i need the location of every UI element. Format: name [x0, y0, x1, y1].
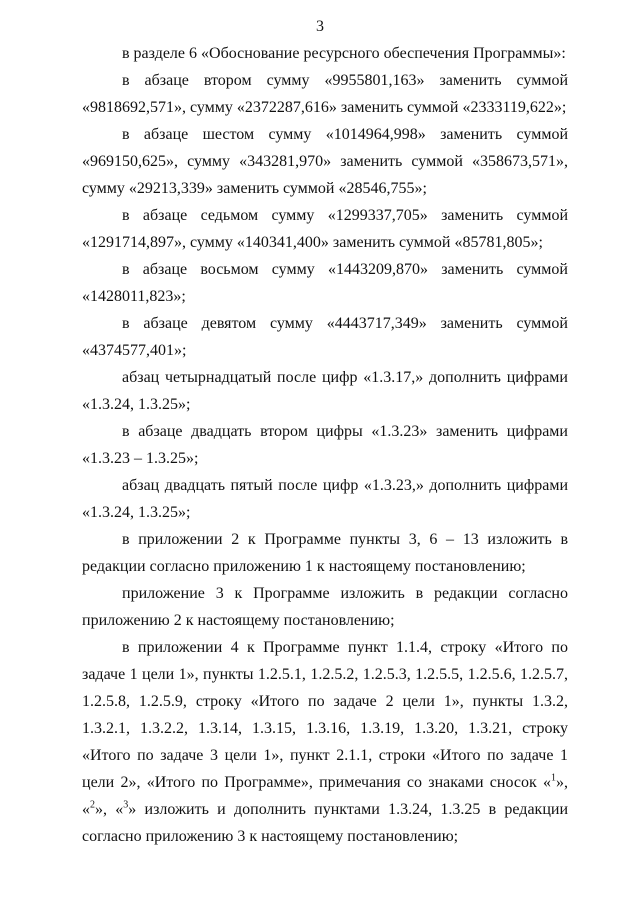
document-body	[82, 40, 568, 850]
paragraph-twenty-fifth: абзац двадцать пятый после цифр «1.3.23,» дополнить цифрами «1.3.24, 1.3.25»;	[82, 477, 568, 521]
footnote-mark-3: 3	[123, 799, 129, 811]
paragraph-fourteenth: абзац четырнадцатый после цифр «1.3.17,» дополнить цифрами «1.3.24, 1.3.25»;	[82, 369, 568, 413]
appendix-4-text-part-1: в приложении 4 к Программе пункт 1.1.4, строку «Итого по задаче 1 цели 1», пункты 1.2.5.1, 1.2.5.2, 1.2.5.3, 1.2.5.5, 1.2.5.6, 1.2.5.7, 1.2.5.8, 1.2.5.9, строку «Итого по задаче 2 цели 1», пункты 1.3.2, 1.3.2.1, 1.3.2.2, 1.3.14, 1.3.15, 1.3.16, 1.3.19, 1.3.20, 1.3.21, строку «Итого по задаче 3 цели 1», пункт 2.1.1, строки «Итого по задаче 1 цели 2», «Итого по Программе», примечания со знаками сносок «	[82, 639, 568, 791]
footnote-mark-2: 2	[90, 799, 95, 811]
paragraph-seventh-sum: в абзаце седьмом сумму «1299337,705» заменить суммой «1291714,897», сумму «140341,400» заменить суммой «85781,805»;	[82, 207, 568, 251]
paragraph-appendix-4	[82, 634, 568, 850]
appendix-4-text-part-4: » изложить и дополнить пунктами 1.3.24, 1.3.25 в редакции согласно приложению 3 к настоящему постановлению;	[82, 801, 569, 845]
paragraph-twenty-second: в абзаце двадцать втором цифры «1.3.23» заменить цифрами «1.3.23 – 1.3.25»;	[82, 423, 568, 467]
paragraph-second-sum: в абзаце втором сумму «9955801,163» заменить суммой «9818692,571», сумму «2372287,616» заменить суммой «2333119,622»;	[82, 72, 568, 116]
paragraph-appendix-2: в приложении 2 к Программе пункты 3, 6 – 13 изложить в редакции согласно приложению 1 к настоящему постановлению;	[82, 531, 568, 575]
paragraph-section-6-intro: в разделе 6 «Обоснование ресурсного обеспечения Программы»:	[122, 45, 566, 62]
paragraph-ninth-sum: в абзаце девятом сумму «4443717,349» заменить суммой «4374577,401»;	[82, 315, 568, 359]
appendix-4-text-part-3: », «	[95, 801, 124, 818]
page-number: 3	[316, 18, 324, 35]
paragraph-sixth-sum: в абзаце шестом сумму «1014964,998» заменить суммой «969150,625», сумму «343281,970» заменить суммой «358673,571», сумму «29213,339» заменить суммой «28546,755»;	[82, 126, 568, 197]
footnote-mark-1: 1	[551, 772, 556, 784]
appendix-4-text-part-2: », «	[82, 774, 568, 818]
paragraph-eighth-sum: в абзаце восьмом сумму «1443209,870» заменить суммой «1428011,823»;	[82, 261, 568, 305]
paragraph-appendix-3: приложение 3 к Программе изложить в редакции согласно приложению 2 к настоящему постановлению;	[82, 585, 568, 629]
